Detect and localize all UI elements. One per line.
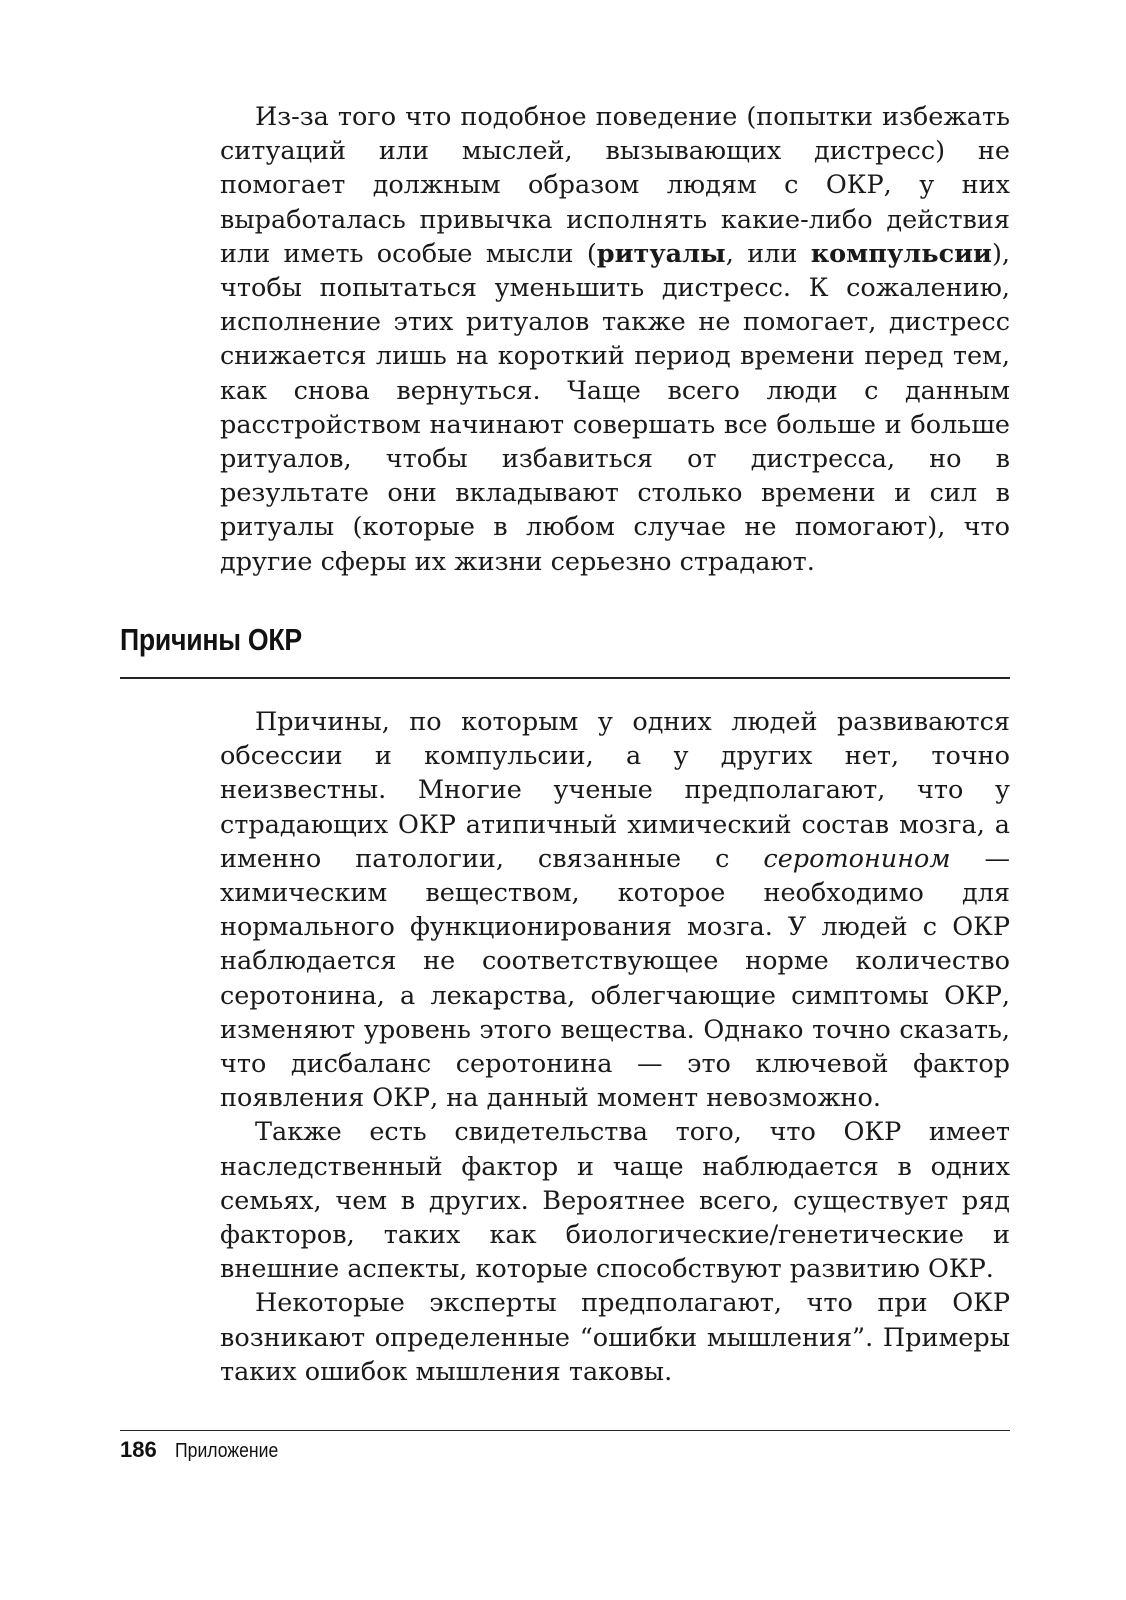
term-serotonin: серотонином [763, 843, 951, 874]
paragraph-text: Из-за того что подобное поведение (попытки избежать ситуаций или мыслей, вызывающих дистресс) не помогает должным образом людям с ОКР, у них выработалась привычка исполнять какие-либо действия или иметь особые мысли ( [220, 102, 1010, 269]
paragraph-text: ), чтобы попытаться уменьшить дистресс. К сожалению, исполнение этих ритуалов также не помогает, дистресс снижается лишь на короткий период времени перед тем, как снова вернуться. Чаще всего люди с данным расстройством начинают совершать все больше и больше ритуалов, чтобы избавиться от дистресса, но в результате они вкладывают столько времени и сил в ритуалы (которые в любом случае не помогают), что другие сферы их жизни серьезно страдают. [220, 238, 1010, 577]
term-rituals: ритуалы [596, 238, 726, 269]
paragraph-heredity: Также есть свидетельства того, что ОКР имеет наследственный фактор и чаще наблюдается в одних семьях, чем в других. Вероятнее всего, существует ряд факторов, таких как биологические/генетические и внешние аспекты, которые способствуют развитию ОКР. [220, 1117, 1010, 1285]
section-divider [120, 677, 1010, 679]
running-footer-label: Приложение [174, 1440, 278, 1462]
intro-paragraph-block [220, 100, 1010, 579]
causes-text-block [220, 705, 1010, 1389]
footer-divider [120, 1430, 1010, 1431]
paragraph-text: , или [725, 238, 811, 269]
page-footer [120, 1433, 292, 1468]
section-heading: Причины ОКР [120, 622, 302, 657]
paragraph-rituals [220, 100, 1010, 579]
paragraph-text: — химическим веществом, которое необходимо для нормального функционирования мозга. У людей с ОКР наблюдается не соответствующее норме количество серотонина, а лекарства, облегчающие симптомы ОКР, изменяют уровень этого вещества. Однако точно сказать, что дисбаланс серотонина — это ключевой фактор появления ОКР, на данный момент невозможно. [220, 843, 1010, 1114]
page-number: 186 [120, 1437, 157, 1462]
paragraph-text: Причины, по которым у одних людей развиваются обсессии и компульсии, а у других нет, точно неизвестны. Многие ученые предполагают, что у страдающих ОКР атипичный химический состав мозга, а именно патологии, связанные с [220, 707, 1010, 874]
term-compulsions: компульсии [810, 238, 992, 269]
paragraph-thinking-errors: Некоторые эксперты предполагают, что при ОКР возникают определенные “ошибки мышления”. Примеры таких ошибок мышления таковы. [220, 1288, 1010, 1387]
paragraph-serotonin [220, 705, 1010, 1115]
